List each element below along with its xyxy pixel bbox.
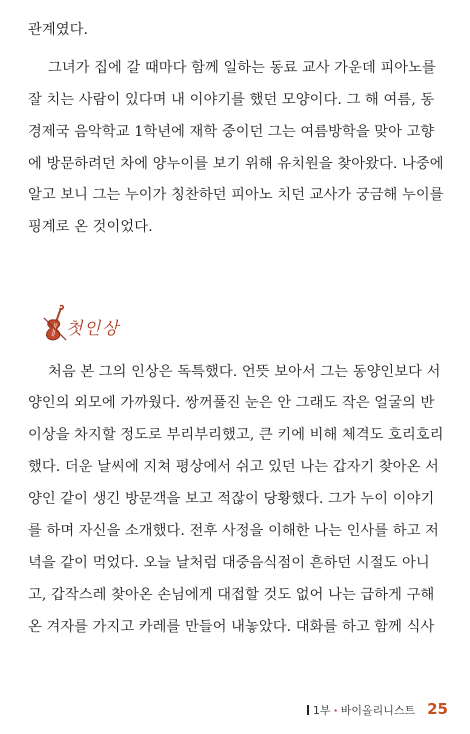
paragraph-line: 에 방문하려던 차에 양누이를 보기 위해 유치원을 찾아왔다. 나중에 xyxy=(28,156,444,172)
paragraph-line: 알고 보니 그는 누이가 칭찬하던 피아노 치던 교사가 궁금해 누이를 xyxy=(28,187,444,203)
section-heading xyxy=(40,303,120,343)
footer-separator-dot: · xyxy=(333,704,338,717)
footer-part: 1부 xyxy=(312,704,331,717)
paragraph-line: 처음 본 그의 인상은 독특했다. 언뜻 보아서 그는 동양인보다 서 xyxy=(48,364,441,380)
paragraph-line: 를 하며 자신을 소개했다. 전후 사정을 이해한 나는 인사를 하고 저 xyxy=(28,523,439,539)
paragraph-line: 핑계로 온 것이었다. xyxy=(28,219,153,235)
paragraph-line: 그녀가 집에 갈 때마다 함께 일하는 동료 교사 가운데 피아노를 xyxy=(48,60,436,76)
section-heading-text: 첫인상 xyxy=(66,318,120,339)
paragraph-line: 고, 갑작스레 찾아온 손님에게 대접할 것도 없어 나는 급하게 구해 xyxy=(28,587,435,603)
paragraph-line: 이상을 차지할 정도로 부리부리했고, 큰 키에 비해 체격도 호리호리 xyxy=(28,427,444,443)
paragraph-line: 했다. 더운 날씨에 지쳐 평상에서 쉬고 있던 나는 갑자기 찾아온 서 xyxy=(28,459,439,475)
footer-divider xyxy=(307,705,309,715)
page-number: 25 xyxy=(427,700,448,718)
paragraph-line: 관계였다. xyxy=(28,22,89,38)
paragraph-line: 녁을 같이 먹었다. 오늘 날처럼 대중음식점이 흔하던 시절도 아니 xyxy=(28,555,430,571)
paragraph-line: 잘 치는 사람이 있다며 내 이야기를 했던 모양이다. 그 해 여름, 동 xyxy=(28,92,435,108)
paragraph-line: 양인의 외모에 가까웠다. 쌍꺼풀진 눈은 안 그래도 작은 얼굴의 반 xyxy=(28,395,435,411)
page-footer xyxy=(307,700,448,718)
paragraph-line: 온 겨자를 가지고 카레를 만들어 내놓았다. 대화를 하고 함께 식사 xyxy=(28,619,435,635)
footer-chapter: 바이올리니스트 xyxy=(340,704,416,717)
paragraph-line: 경제국 음악학교 1학년에 재학 중이던 그는 여름방학을 맞아 고향 xyxy=(28,124,435,140)
paragraph-line: 양인 같이 생긴 방문객을 보고 적잖이 당황했다. 그가 누이 이야기 xyxy=(28,491,435,507)
